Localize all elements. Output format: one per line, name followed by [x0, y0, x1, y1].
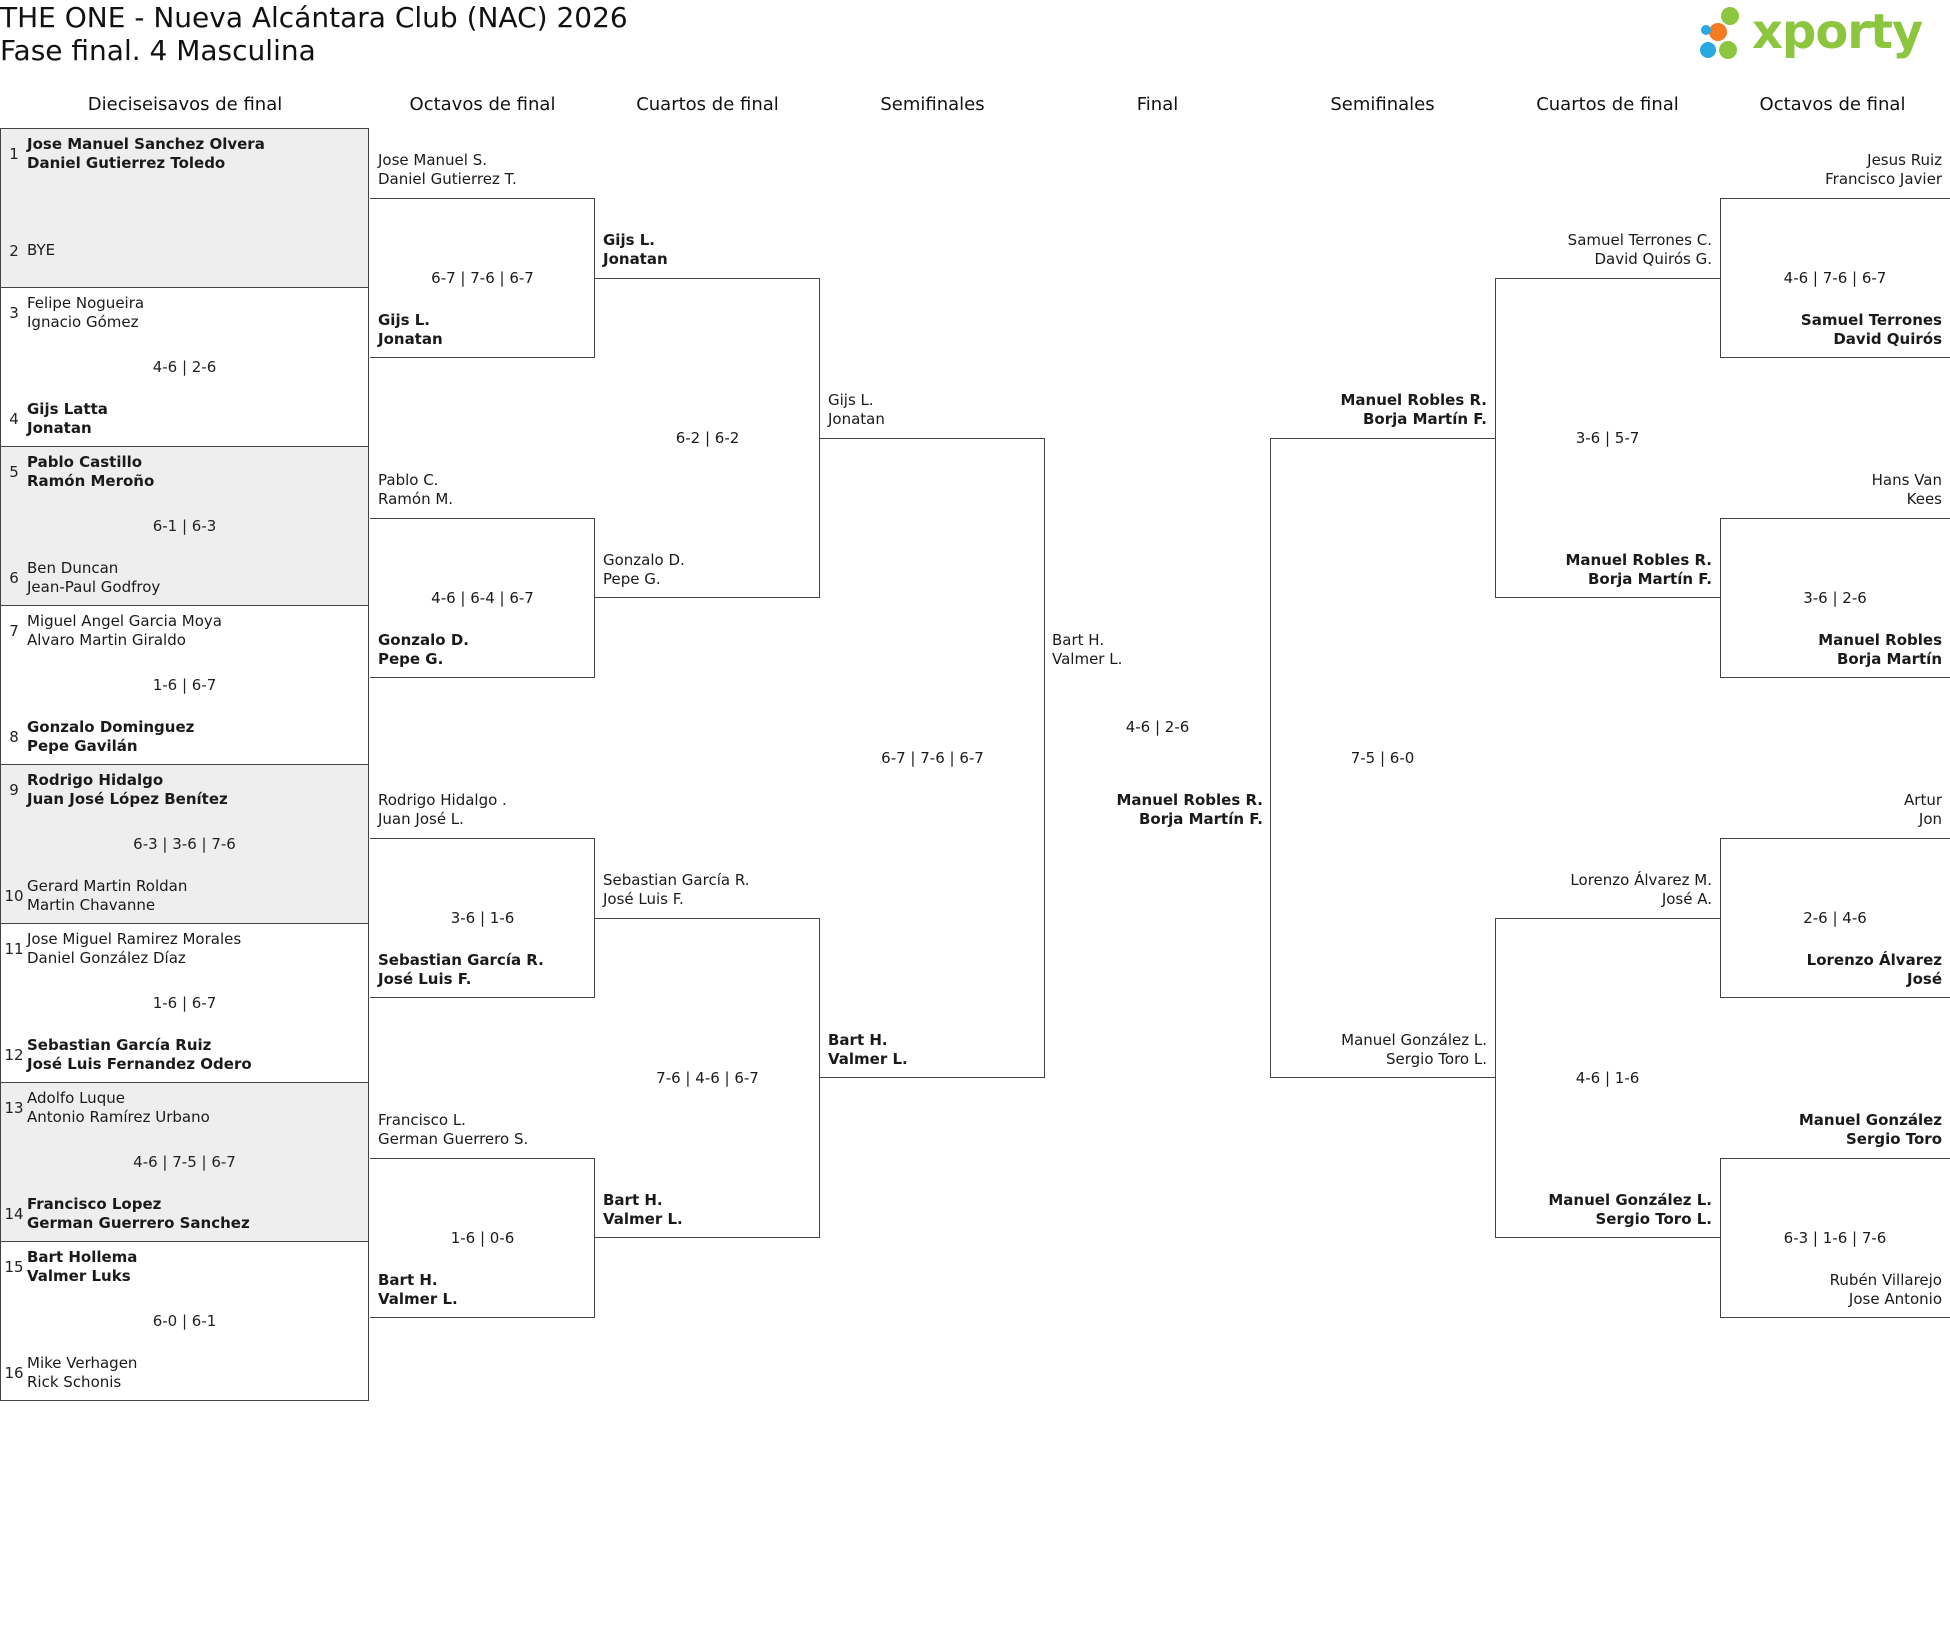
player-name: Jose Antonio: [1848, 1290, 1942, 1308]
team-slot-a[interactable]: [1716, 791, 1942, 829]
player-name: Pepe G.: [603, 570, 661, 588]
player-name: Ramón Meroño: [27, 472, 155, 490]
team-slot-b[interactable]: [378, 631, 469, 669]
player-name: Ramón M.: [378, 490, 454, 508]
match-score: 6-7 | 7-6 | 6-7: [431, 269, 534, 287]
team-slot-a[interactable]: [378, 1111, 528, 1149]
col-final: Final: [1136, 94, 1179, 115]
team-slot-a[interactable]: [1491, 871, 1712, 909]
team-slot-b[interactable]: [1, 1354, 368, 1392]
seed-number: 14: [4, 1205, 24, 1223]
match-score: 4-6 | 7-6 | 6-7: [1783, 269, 1887, 287]
player-name: José A.: [1661, 890, 1712, 908]
team-slot-a[interactable]: [378, 791, 507, 829]
player-name: Miguel Angel Garcia Moya: [27, 612, 222, 630]
player-name: Antonio Ramírez Urbano: [27, 1108, 210, 1126]
player-name: Manuel Robles R.: [1116, 791, 1263, 809]
seed-number: 16: [4, 1364, 24, 1382]
match-score: 6-7 | 7-6 | 6-7: [881, 749, 984, 767]
player-name: Mike Verhagen: [27, 1354, 138, 1372]
player-name: Borja Martín F.: [1138, 810, 1263, 828]
team-slot-b[interactable]: [378, 311, 443, 349]
col-round32-left: Dieciseisavos de final: [87, 94, 283, 115]
player-name: José Luis Fernandez Odero: [27, 1055, 252, 1073]
col-sf-left: Semifinales: [880, 94, 985, 115]
team-slot-b[interactable]: [1716, 631, 1942, 669]
player-name: Ignacio Gómez: [27, 313, 139, 331]
team-names: [27, 1089, 210, 1127]
player-name: Sergio Toro L.: [1595, 1210, 1712, 1228]
team-slot-a[interactable]: [828, 391, 885, 429]
player-name: Manuel Robles R.: [1565, 551, 1712, 569]
team-names: [27, 294, 144, 332]
player-name: Daniel Gutierrez T.: [378, 170, 517, 188]
team-slot-a[interactable]: [1266, 391, 1487, 429]
match-score: 6-2 | 6-2: [675, 429, 740, 447]
player-name: Valmer L.: [378, 1290, 458, 1308]
team-slot-b[interactable]: [1, 559, 368, 597]
match-round32[interactable]: [0, 605, 369, 765]
match-score: 3-6 | 2-6: [1803, 589, 1867, 607]
team-slot-a[interactable]: [378, 471, 453, 509]
team-slot-b[interactable]: [1, 400, 368, 438]
team-names: [27, 135, 265, 173]
match-round32[interactable]: [0, 128, 369, 288]
team-slot-a[interactable]: [1716, 1111, 1942, 1149]
player-name: José: [1907, 970, 1942, 988]
tournament-title: THE ONE - Nueva Alcántara Club (NAC) 2026: [0, 1, 628, 34]
team-slot-b[interactable]: [1716, 1271, 1942, 1309]
player-name: Jose Manuel S.: [378, 151, 488, 169]
seed-number: 5: [9, 463, 19, 481]
player-name: Francisco Lopez: [27, 1195, 162, 1213]
player-name: Sebastian García R.: [603, 871, 750, 889]
player-name: Gonzalo Dominguez: [27, 718, 195, 736]
team-slot-a[interactable]: [1, 294, 368, 332]
col-qf-right: Cuartos de final: [1536, 94, 1679, 115]
player-name: Rodrigo Hidalgo: [27, 771, 164, 789]
player-name: Bart H.: [378, 1271, 438, 1289]
player-name: Sergio Toro L.: [1386, 1050, 1487, 1068]
player-name: Gijs L.: [828, 391, 874, 409]
player-name: Bart H.: [1052, 631, 1105, 649]
xporty-logo: [1690, 2, 1923, 68]
player-name: Manuel González: [1798, 1111, 1942, 1129]
player-name: Valmer L.: [1052, 650, 1123, 668]
match-score: 6-0 | 6-1: [152, 1312, 217, 1330]
final-team-a[interactable]: [1052, 631, 1122, 669]
match-score: 3-6 | 5-7: [1575, 429, 1640, 447]
team-slot-a[interactable]: [1, 453, 368, 491]
player-name: Pepe G.: [378, 650, 444, 668]
player-name: Manuel González L.: [1548, 1191, 1712, 1209]
team-names: [27, 612, 222, 650]
player-name: José Luis F.: [603, 890, 684, 908]
match-round32[interactable]: [0, 1082, 369, 1242]
team-slot-a[interactable]: [1716, 151, 1942, 189]
player-name: Jean-Paul Godfroy: [27, 578, 161, 596]
team-slot-a[interactable]: [1491, 231, 1712, 269]
player-name: José Luis F.: [378, 970, 472, 988]
player-name: Alvaro Martin Giraldo: [27, 631, 186, 649]
player-name: Kees: [1906, 490, 1942, 508]
player-name: Adolfo Luque: [27, 1089, 125, 1107]
player-name: Jonatan: [603, 250, 668, 268]
player-name: Sebastian García R.: [378, 951, 544, 969]
seed-number: 11: [4, 940, 24, 958]
team-slot-b[interactable]: [1, 241, 368, 260]
match-score: 4-6 | 6-4 | 6-7: [431, 589, 534, 607]
team-slot-b[interactable]: [603, 1191, 683, 1229]
seed-number: 10: [4, 887, 24, 905]
player-name: Gerard Martin Roldan: [27, 877, 188, 895]
player-name: Gijs L.: [378, 311, 431, 329]
team-slot-a[interactable]: [1, 930, 368, 968]
player-name: Bart Hollema: [27, 1248, 138, 1266]
seed-number: 12: [4, 1046, 24, 1064]
team-slot-b[interactable]: [378, 951, 544, 989]
seed-number: 9: [9, 781, 19, 799]
col-round16-right: Octavos de final: [1759, 94, 1906, 115]
team-slot-b[interactable]: [828, 1031, 908, 1069]
player-name: Manuel González L.: [1341, 1031, 1487, 1049]
team-slot-b[interactable]: [1491, 551, 1712, 589]
player-name: Lorenzo Álvarez: [1806, 951, 1942, 969]
player-name: Sergio Toro: [1845, 1130, 1942, 1148]
team-slot-b[interactable]: [1, 1036, 368, 1074]
final-team-b[interactable]: [1045, 791, 1263, 829]
player-name: Jonatan: [27, 419, 92, 437]
team-names: [27, 771, 228, 809]
player-name: Valmer L.: [603, 1210, 683, 1228]
player-name: Jose Manuel Sanchez Olvera: [27, 135, 265, 153]
match-score: 7-5 | 6-0: [1350, 749, 1415, 767]
match-round32[interactable]: [0, 923, 369, 1083]
logo-text: xporty: [1752, 4, 1923, 60]
player-name: Pablo C.: [378, 471, 439, 489]
player-name: Samuel Terrones C.: [1567, 231, 1712, 249]
team-names: [27, 453, 154, 491]
team-slot-b[interactable]: [1716, 311, 1942, 349]
player-name: Jon: [1918, 810, 1942, 828]
seed-number: 7: [9, 622, 19, 640]
player-name: David Quirós: [1833, 330, 1942, 348]
player-name: Jonatan: [378, 330, 443, 348]
seed-number: 1: [9, 145, 19, 163]
player-name: Gijs Latta: [27, 400, 108, 418]
player-name: Manuel Robles: [1818, 631, 1942, 649]
team-names: [27, 877, 187, 915]
team-slot-a[interactable]: [1716, 471, 1942, 509]
player-name: Daniel Gutierrez Toledo: [27, 154, 226, 172]
match-score: 6-1 | 6-3: [152, 517, 217, 535]
team-slot-b[interactable]: [1, 718, 368, 756]
team-slot-a[interactable]: [1, 1248, 368, 1286]
player-name: Pepe Gavilán: [27, 737, 138, 755]
team-slot-b[interactable]: [1, 877, 368, 915]
match-score: 1-6 | 6-7: [152, 676, 217, 694]
player-name: Valmer L.: [828, 1050, 908, 1068]
player-name: Hans Van: [1871, 471, 1942, 489]
player-name: Gonzalo D.: [603, 551, 685, 569]
team-slot-b[interactable]: [1716, 951, 1942, 989]
seed-number: 2: [9, 241, 19, 260]
player-name: Bart H.: [603, 1191, 663, 1209]
player-name: Francisco Javier: [1825, 170, 1942, 188]
match-round32[interactable]: [0, 287, 369, 447]
seed-number: 15: [4, 1258, 24, 1276]
player-name: Martin Chavanne: [27, 896, 156, 914]
player-name: Lorenzo Álvarez M.: [1570, 871, 1712, 889]
match-score: 1-6 | 6-7: [152, 994, 217, 1012]
team-slot-b[interactable]: [603, 551, 685, 589]
seed-number: 3: [9, 304, 19, 322]
match-score: 4-6 | 1-6: [1575, 1069, 1640, 1087]
phase-title: Fase final. 4 Masculina: [0, 34, 316, 67]
player-name: Pablo Castillo: [27, 453, 143, 471]
team-slot-b[interactable]: [1491, 1191, 1712, 1229]
match-round32[interactable]: [0, 764, 369, 924]
match-score: 4-6 | 7-5 | 6-7: [133, 1153, 236, 1171]
player-name: Francisco L.: [378, 1111, 466, 1129]
team-slot-a[interactable]: [378, 151, 517, 189]
player-name: Borja Martín: [1836, 650, 1942, 668]
player-name: Artur: [1904, 791, 1942, 809]
player-name: Juan José López Benítez: [27, 790, 228, 808]
team-slot-a[interactable]: [603, 871, 749, 909]
player-name: Jonatan: [828, 410, 885, 428]
player-name: German Guerrero Sanchez: [27, 1214, 250, 1232]
match-score: 4-6 | 2-6: [152, 358, 217, 376]
match-score: 6-3 | 1-6 | 7-6: [1783, 1229, 1887, 1247]
team-names: [27, 400, 108, 438]
match-score: 1-6 | 0-6: [450, 1229, 515, 1247]
seed-number: 6: [9, 569, 19, 587]
col-qf-left: Cuartos de final: [636, 94, 779, 115]
match-score: 6-3 | 3-6 | 7-6: [133, 835, 236, 853]
match-score: 7-6 | 4-6 | 6-7: [656, 1069, 759, 1087]
team-names: [27, 718, 194, 756]
player-name: Ben Duncan: [27, 559, 119, 577]
player-name: Gonzalo D.: [378, 631, 469, 649]
team-slot-b[interactable]: [1, 1195, 368, 1233]
player-name: Manuel Robles R.: [1340, 391, 1487, 409]
team-names: [27, 1354, 137, 1392]
player-name: Jose Miguel Ramirez Morales: [27, 930, 242, 948]
player-name: Borja Martín F.: [1587, 570, 1712, 588]
match-score: 2-6 | 4-6: [1803, 909, 1867, 927]
player-name: Sebastian García Ruiz: [27, 1036, 212, 1054]
player-name: Felipe Nogueira: [27, 294, 145, 312]
match-round32[interactable]: [0, 1241, 369, 1401]
player-name: Jesus Ruiz: [1867, 151, 1942, 169]
team-slot-a[interactable]: [603, 231, 668, 269]
team-names: [27, 930, 241, 968]
player-name: Valmer Luks: [27, 1267, 131, 1285]
player-name: Bart H.: [828, 1031, 888, 1049]
team-slot-a[interactable]: [1, 1089, 368, 1127]
player-name: Gijs L.: [603, 231, 656, 249]
player-name: Rick Schonis: [27, 1373, 122, 1391]
team-names: [27, 1036, 252, 1074]
player-name: Rubén Villarejo: [1829, 1271, 1942, 1289]
match-round32[interactable]: [0, 446, 369, 606]
team-names: [27, 559, 160, 597]
player-name: Juan José L.: [378, 810, 464, 828]
match-score: 3-6 | 1-6: [450, 909, 515, 927]
final-score: 4-6 | 2-6: [1125, 718, 1190, 736]
team-slot-a[interactable]: [1, 771, 368, 809]
team-slot-b[interactable]: [378, 1271, 458, 1309]
player-name: Daniel González Díaz: [27, 949, 186, 967]
player-name: BYE: [27, 241, 56, 259]
team-names: [27, 1248, 137, 1286]
seed-number: 4: [9, 410, 19, 428]
seed-number: 8: [9, 728, 19, 746]
player-name: Samuel Terrones: [1800, 311, 1942, 329]
col-round16-left: Octavos de final: [409, 94, 556, 115]
team-slot-a[interactable]: [1, 612, 368, 650]
seed-number: 13: [4, 1099, 24, 1117]
col-sf-right: Semifinales: [1330, 94, 1435, 115]
team-names: [27, 1195, 250, 1233]
team-names: [27, 241, 55, 260]
team-slot-a[interactable]: [1, 135, 368, 173]
player-name: German Guerrero S.: [378, 1130, 529, 1148]
player-name: David Quirós G.: [1594, 250, 1712, 268]
team-slot-b[interactable]: [1266, 1031, 1487, 1069]
player-name: Borja Martín F.: [1362, 410, 1487, 428]
player-name: Rodrigo Hidalgo .: [378, 791, 507, 809]
